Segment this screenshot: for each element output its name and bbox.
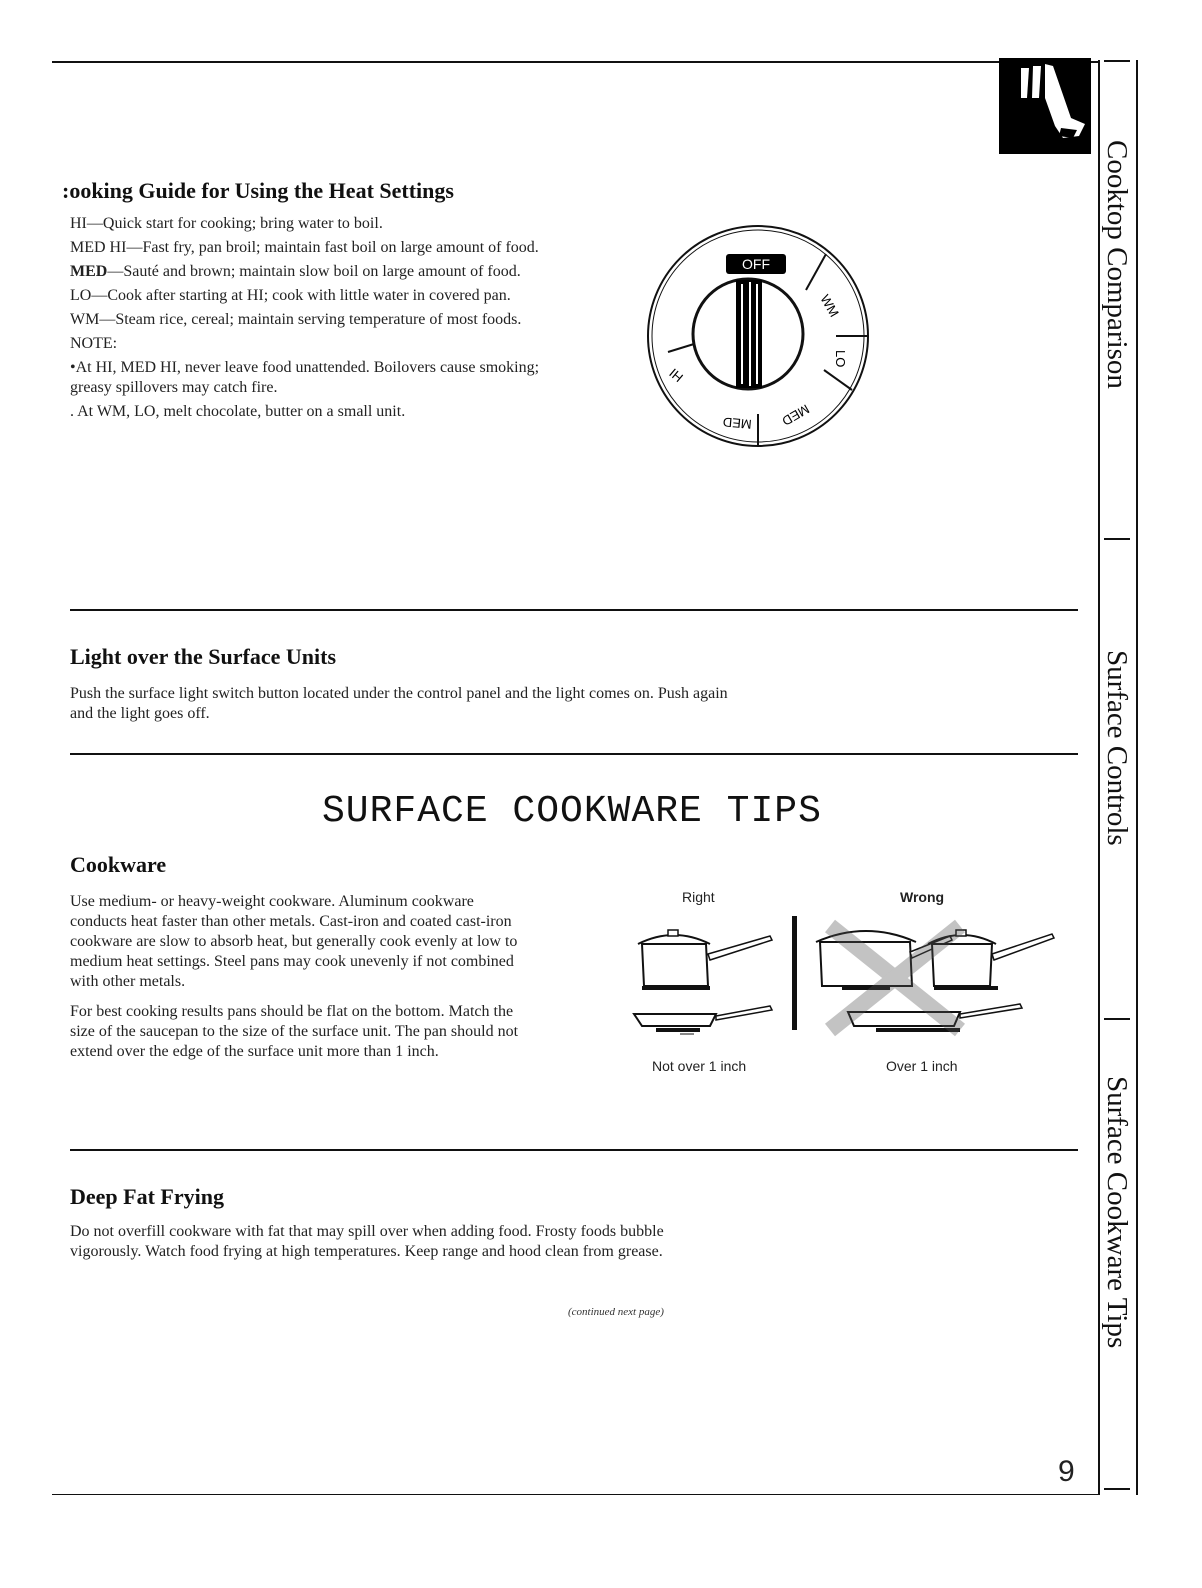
light-body: Push the surface light switch button located under the control panel and the light comes on. Push again and the light goes off. [70,685,728,722]
guide-note: NOTE: [70,335,118,352]
cooking-guide-body [70,214,540,426]
side-tick-1 [1104,60,1130,62]
bottom-rule [52,1494,1100,1495]
figure-over-label: Over 1 inch [886,1058,958,1074]
right-saucepan-icon [638,930,772,990]
figure-right-label: Right [682,889,715,905]
right-skillet-icon [634,1006,772,1034]
cookware-body [70,892,530,1066]
guide-med-text: —Sauté and brown; maintain slow boil on large amount of food. [107,263,521,280]
guide-bullet-1: •At HI, MED HI, never leave food unattended. Boilovers cause smoking; greasy spillovers may catch fire. [70,359,540,396]
guide-med [70,262,540,282]
dial-off-text: OFF [742,256,770,272]
side-border [1136,60,1138,1495]
dial-wm-text: WM [817,292,842,320]
continued-note: (continued next page) [568,1306,664,1318]
cookware-right-wrong-diagram [620,910,1060,1060]
cooking-guide-title: :ooking Guide for Using the Heat Settings [62,178,454,203]
surface-cookware-tips-heading: SURFACE COOKWARE TIPS [322,790,822,833]
section-rule-2 [70,753,1078,755]
dial-lo-text: LO [833,350,848,368]
side-tab-surface-cookware-tips[interactable]: Surface Cookware Tips [1101,1076,1133,1349]
guide-wm: WM—Steam rice, cereal; maintain serving temperature of most foods. [70,311,522,328]
guide-med-label: MED [70,263,108,280]
frying-title: Deep Fat Frying [70,1184,224,1209]
hand-pointer-icon [999,58,1091,154]
guide-lo: LO—Cook after starting at HI; cook with little water in covered pan. [70,287,511,304]
side-tick-2 [1104,538,1130,540]
cookware-title: Cookware [70,852,167,877]
guide-bullet-2: . At WM, LO, melt chocolate, butter on a small unit. [70,403,406,420]
cookware-paragraph-1: Use medium- or heavy-weight cookware. Aluminum cookware conducts heat faster than other metals. Cast-iron and coated cast-iron cookware are slow to absorb heat, but generally cook evenly at low to medium heat settings. Steel pans may cook unevenly if not combined with other metals. [70,893,518,990]
side-tab-surface-controls[interactable]: Surface Controls [1101,650,1133,846]
guide-hi: HI—Quick start for cooking; bring water to boil. [70,215,383,232]
figure-wrong-label: Wrong [900,889,945,905]
top-rule [52,61,1100,63]
figure-not-over-label: Not over 1 inch [652,1058,747,1074]
section-rule-1 [70,609,1078,611]
side-tab-cooktop-comparison[interactable]: Cooktop Comparison [1101,140,1133,389]
page-number: 9 [1058,1455,1075,1488]
cookware-paragraph-2: For best cooking results pans should be flat on the bottom. Match the size of the saucepan to the size of the surface unit. The pan should not extend over the edge of the surface unit more than 1 inch. [70,1003,519,1060]
frying-body: Do not overfill cookware with fat that may spill over when adding food. Frosty foods bubble vigorously. Watch food frying at high temperatures. Keep range and hood clean from grease. [70,1223,664,1260]
dial-med-right-text: MED [779,401,812,429]
dial-med-left-text: MED [722,414,753,432]
side-tick-4 [1104,1488,1130,1490]
control-knob-diagram [640,224,880,454]
dial-hi-text: HI [666,365,686,386]
side-tick-3 [1104,1018,1130,1020]
guide-medhi: MED HI—Fast fry, pan broil; maintain fast boil on large amount of food. [70,239,539,256]
light-title: Light over the Surface Units [70,644,337,669]
figure-divider [792,916,797,1030]
section-rule-3 [70,1149,1078,1151]
